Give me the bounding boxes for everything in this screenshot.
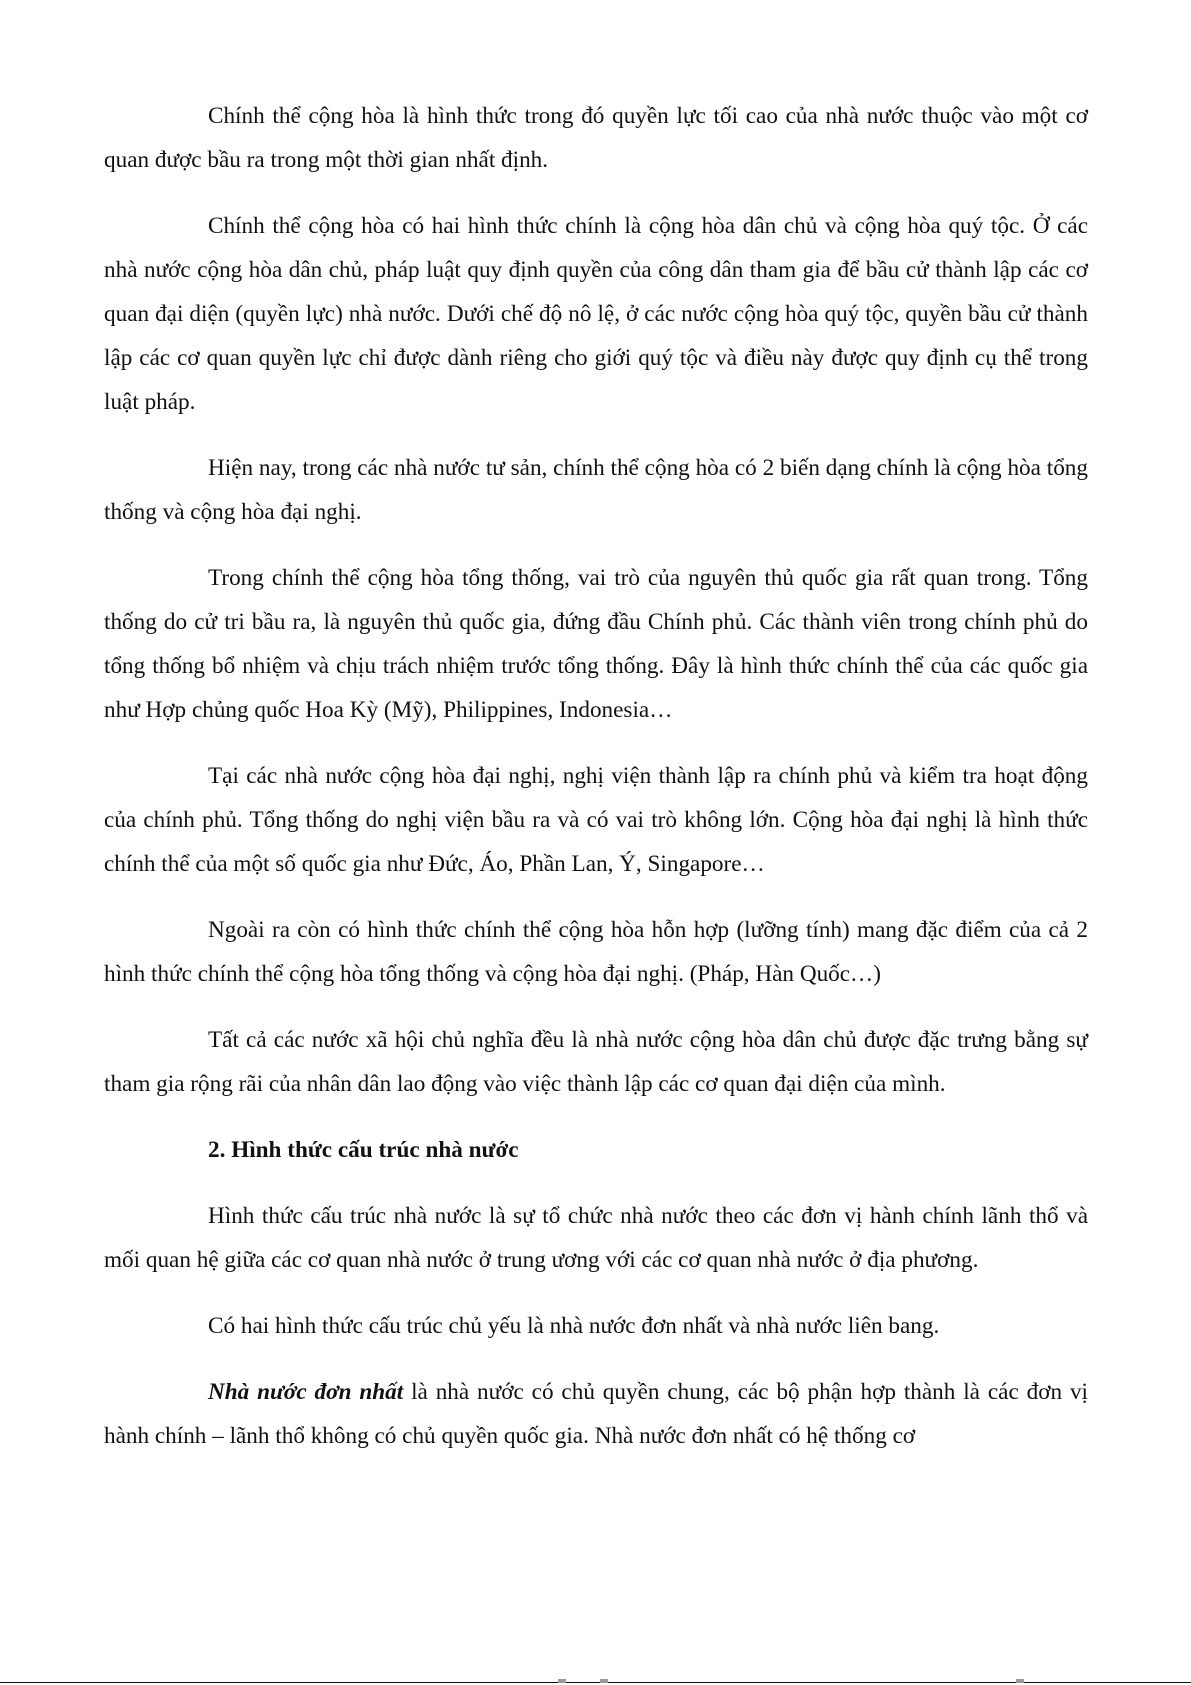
document-body (104, 94, 1088, 1480)
bottom-mark (558, 1679, 566, 1683)
paragraph-parliamentary-republic: Tại các nhà nước cộng hòa đại nghị, nghị viện thành lập ra chính phủ và kiểm tra hoạt động của chính phủ. Tổng thống do nghị viện bầu ra và có vai trò không lớn. Cộng hòa đại nghị là hình thức chính thể của một số quốc gia như Đức, Áo, Phần Lan, Ý, Singapore… (104, 763, 1088, 877)
unitary-state-term: Nhà nước đơn nhất (208, 1379, 404, 1405)
page-bottom-rule (0, 1682, 1191, 1683)
paragraph-structure-definition: Hình thức cấu trúc nhà nước là sự tổ chức nhà nước theo các đơn vị hành chính lãnh thổ và mối quan hệ giữa các cơ quan nhà nước ở trung ương với các cơ quan nhà nước ở địa phương. (104, 1203, 1088, 1273)
bottom-mark (1016, 1679, 1024, 1683)
paragraph-republic-types: Chính thể cộng hòa có hai hình thức chính là cộng hòa dân chủ và cộng hòa quý tộc. Ở các nhà nước cộng hòa dân chủ, pháp luật quy định quyền của công dân tham gia để bầu cử thành lập các cơ quan đại diện (quyền lực) nhà nước. Dưới chế độ nô lệ, ở các nước cộng hòa quý tộc, quyền bầu cử thành lập các cơ quan quyền lực chỉ được dành riêng cho giới quý tộc và điều này được quy định cụ thể trong luật pháp. (104, 213, 1088, 415)
section-heading: 2. Hình thức cấu trúc nhà nước (208, 1137, 519, 1163)
paragraph-structure-types: Có hai hình thức cấu trúc chủ yếu là nhà nước đơn nhất và nhà nước liên bang. (208, 1313, 940, 1339)
paragraph-unitary-state (104, 1370, 1088, 1458)
paragraph-presidential-republic: Trong chính thể cộng hòa tổng thống, vai trò của nguyên thủ quốc gia rất quan trong. Tổng thống do cử tri bầu ra, là nguyên thủ quốc gia, đứng đầu Chính phủ. Các thành viên trong chính phủ do tổng thống bổ nhiệm và chịu trách nhiệm trước tổng thống. Đây là hình thức chính thể của các quốc gia như Hợp chủng quốc Hoa Kỳ (Mỹ), Philippines, Indonesia… (104, 565, 1088, 723)
paragraph-republic-definition: Chính thể cộng hòa là hình thức trong đó quyền lực tối cao của nhà nước thuộc vào một cơ quan được bầu ra trong một thời gian nhất định. (104, 103, 1088, 173)
paragraph-bourgeois-variants: Hiện nay, trong các nhà nước tư sản, chính thể cộng hòa có 2 biến dạng chính là cộng hòa tổng thống và cộng hòa đại nghị. (104, 455, 1088, 525)
bottom-mark (600, 1679, 608, 1683)
paragraph-socialist-states: Tất cả các nước xã hội chủ nghĩa đều là nhà nước cộng hòa dân chủ được đặc trưng bằng sự tham gia rộng rãi của nhân dân lao động vào việc thành lập các cơ quan đại diện của mình. (104, 1027, 1088, 1097)
paragraph-mixed-republic: Ngoài ra còn có hình thức chính thể cộng hòa hỗn hợp (lưỡng tính) mang đặc điểm của cả 2 hình thức chính thể cộng hòa tổng thống và cộng hòa đại nghị. (Pháp, Hàn Quốc…) (104, 917, 1088, 987)
unitary-state-text: là nhà nước có chủ quyền chung, các bộ phận hợp thành là các đơn vị hành chính – lãnh thổ không có chủ quyền quốc gia. Nhà nước đơn nhất có hệ thống cơ (104, 1379, 1088, 1449)
page-bottom-edge (0, 1677, 1191, 1685)
